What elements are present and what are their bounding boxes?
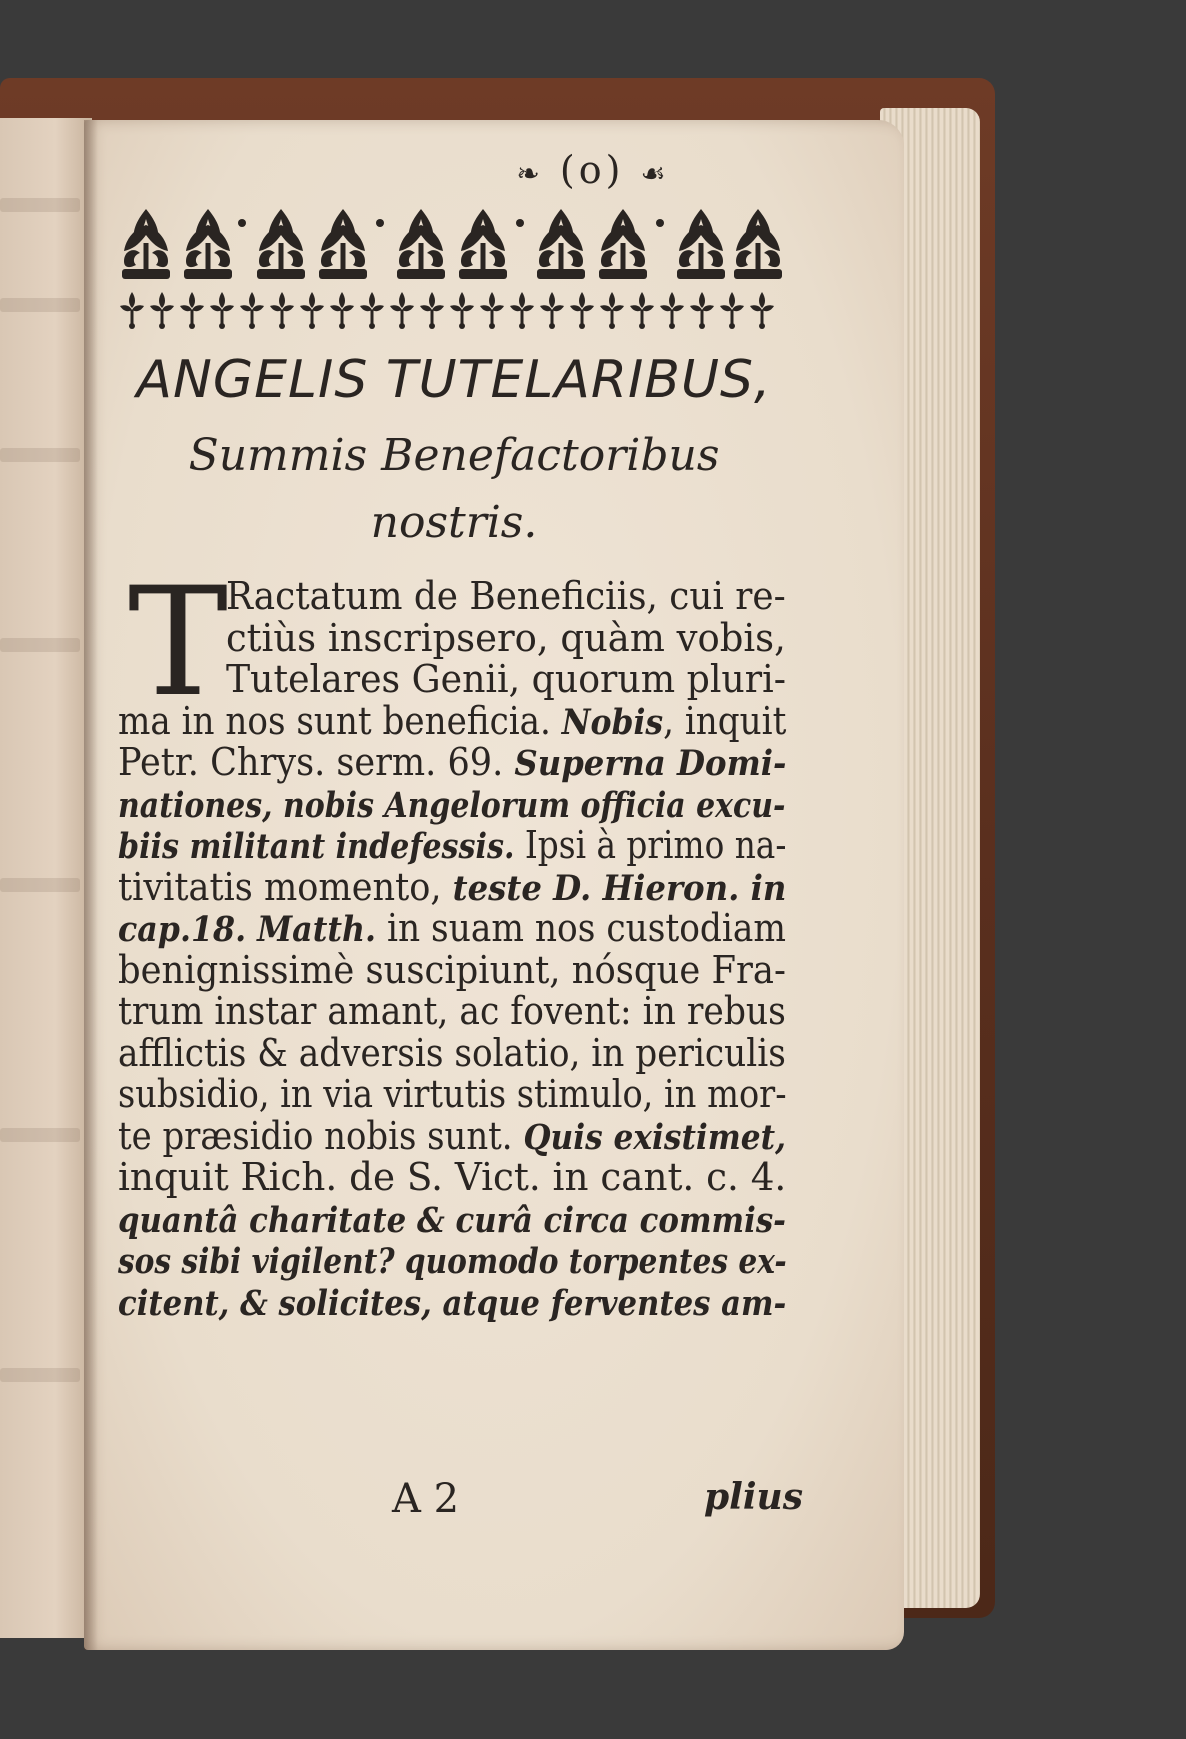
show-through-line (0, 638, 80, 652)
page-marker (0, 148, 1186, 192)
show-through-line (0, 1368, 80, 1382)
roman-segment: Tutelares Genii, quorum pluri- (226, 657, 786, 701)
roman-segment: te præsidio nobis sunt. (118, 1113, 524, 1158)
text-line (118, 1155, 787, 1199)
roman-segment: , inquit (663, 698, 787, 743)
text-line (118, 698, 787, 743)
text-line (118, 1113, 786, 1158)
show-through-line (0, 298, 80, 312)
roman-segment: benignissimè suscipiunt, nósque Fra- (118, 947, 786, 992)
roman-segment: ma in nos sunt beneficia. (118, 698, 562, 743)
fleuron-headpiece-icon (118, 203, 788, 283)
italic-segment: biis militant indefessis. (118, 826, 515, 867)
flourish-right-icon: ☙ (640, 157, 670, 190)
roman-segment: ctiùs inscripsero, quàm vobis, (226, 615, 786, 660)
text-line (226, 615, 786, 660)
italic-segment: quantâ charitate & curâ circa commis- (118, 1199, 786, 1241)
dedication-title: ANGELIS TUTELARIBUS, (136, 350, 772, 410)
drop-cap: T (128, 556, 229, 730)
floral-border-icon (118, 288, 788, 332)
italic-segment: teste D. Hieron. in (452, 867, 787, 909)
text-line (118, 823, 787, 867)
roman-segment: Petr. Chrys. serm. 69. (118, 740, 515, 784)
text-line (226, 657, 786, 701)
italic-segment: Superna Domi- (514, 743, 787, 784)
roman-segment: afflictis & adversis solatio, in periculis (118, 1030, 786, 1075)
show-through-line (0, 198, 80, 212)
dedication-subtitle: Summis Benefactoribus (188, 430, 720, 481)
roman-segment: subsidio, in via virtutis stimulo, in mor- (118, 1072, 787, 1116)
roman-segment: Ipsi à primo na- (514, 823, 787, 867)
roman-segment: tivitatis momento, (118, 864, 453, 909)
show-through-line (0, 878, 80, 892)
italic-segment: nationes, nobis Angelorum officia excu- (118, 784, 786, 826)
flourish-left-icon: ❧ (516, 157, 544, 190)
text-line (118, 906, 787, 950)
italic-segment: Nobis (561, 701, 664, 743)
italic-segment: sos sibi vigilent? quomodo torpentes ex- (118, 1241, 787, 1282)
roman-segment: trum instar amant, ac fovent: in rebus (118, 989, 786, 1033)
text-line (118, 1241, 787, 1282)
text-line (118, 1030, 786, 1075)
roman-segment: inquit Rich. de S. Vict. in cant. c. 4. (118, 1155, 787, 1199)
catchword: plius (704, 1476, 803, 1518)
dedication-subtitle-2: nostris. (370, 497, 538, 548)
signature-mark: A 2 (392, 1476, 460, 1522)
text-line (226, 574, 786, 618)
show-through-line (0, 1128, 80, 1142)
roman-segment: Ractatum de Beneficiis, cui re- (226, 574, 786, 618)
italic-segment: Quis existimet, (523, 1116, 786, 1158)
text-line (118, 1282, 787, 1324)
text-line (118, 740, 787, 784)
italic-segment: citent, & solicites, atque ferventes am- (118, 1282, 787, 1324)
show-through-line (0, 448, 80, 462)
page-gutter (84, 120, 98, 1650)
page-marker-text: (o) (559, 148, 625, 192)
facing-page (0, 118, 92, 1638)
text-line (118, 1072, 787, 1116)
text-line (118, 1199, 786, 1241)
text-line (118, 784, 786, 826)
text-line (118, 989, 786, 1033)
roman-segment: in suam nos custodiam (376, 906, 787, 950)
text-line (118, 947, 786, 992)
text-line (118, 864, 787, 909)
italic-segment: cap.18. Matth. (118, 909, 377, 950)
